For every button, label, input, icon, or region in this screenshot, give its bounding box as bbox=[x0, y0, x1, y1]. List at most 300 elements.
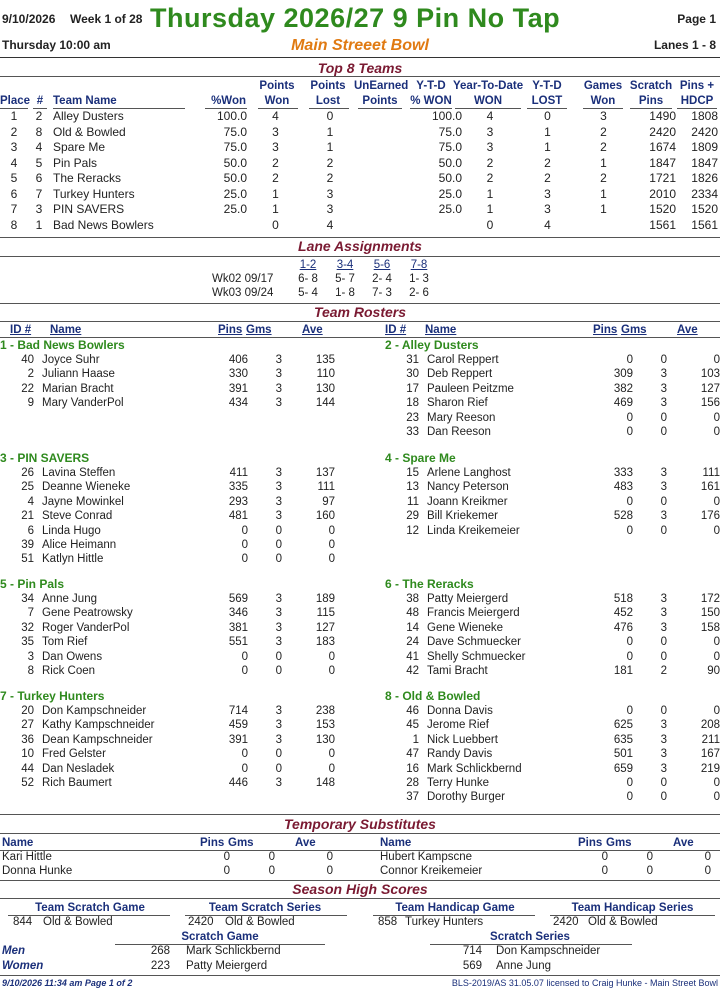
page-title: Thursday 2026/27 9 Pin No Tap bbox=[150, 3, 561, 33]
roster-row bbox=[0, 664, 335, 678]
player-name: Donna Davis bbox=[427, 705, 493, 717]
roster-col-id: ID # bbox=[385, 324, 407, 336]
player-name: Don Kampschneider bbox=[42, 705, 147, 717]
roster-table bbox=[385, 704, 720, 805]
player-games: 3 bbox=[275, 397, 282, 410]
player-id: 9 bbox=[27, 397, 34, 410]
player-pins: 333 bbox=[613, 467, 633, 479]
page-number: Page 1 bbox=[677, 12, 716, 26]
standings-lost: 2 bbox=[326, 155, 334, 170]
team-scratch-game-team: Old & Bowled bbox=[43, 916, 113, 928]
team-handicap-game-team: Turkey Hunters bbox=[405, 916, 484, 928]
col-pts-lost-2: Lost bbox=[315, 95, 341, 107]
roster-row bbox=[385, 466, 720, 480]
roster-row bbox=[0, 538, 335, 552]
standings-pct: 50.0 bbox=[223, 171, 247, 185]
col-place: Place bbox=[0, 95, 31, 107]
player-games: 0 bbox=[660, 705, 667, 717]
player-games: 3 bbox=[275, 705, 282, 717]
team-roster-title: 5 - Pin Pals bbox=[0, 577, 65, 591]
standings-ytd-lost: 2 bbox=[544, 155, 551, 170]
player-id: 52 bbox=[21, 777, 34, 790]
roster-row bbox=[0, 621, 335, 635]
player-pins: 0 bbox=[241, 650, 248, 663]
player-average: 0 bbox=[328, 762, 335, 775]
col-pts-won-2: Won bbox=[264, 95, 290, 107]
men-label: Men bbox=[2, 945, 25, 957]
standings-games: 3 bbox=[600, 109, 607, 123]
standings-games: 1 bbox=[600, 155, 607, 170]
player-id: 12 bbox=[406, 524, 419, 537]
standings-row bbox=[0, 187, 720, 203]
player-id: 23 bbox=[406, 411, 419, 424]
player-id: 26 bbox=[21, 467, 34, 479]
player-name: Lavina Steffen bbox=[42, 467, 116, 479]
player-average: 130 bbox=[315, 733, 335, 746]
player-average: 0 bbox=[328, 665, 335, 678]
player-name: Dorothy Burger bbox=[427, 791, 505, 804]
subs-col-gms: Gms bbox=[228, 837, 254, 849]
roster-col-name: Name bbox=[425, 324, 457, 336]
player-name: Tom Rief bbox=[42, 636, 88, 649]
player-name: Joyce Suhr bbox=[42, 354, 100, 366]
lane-pair-header: 1-2 bbox=[299, 259, 317, 271]
standings-team: Bad News Bowlers bbox=[53, 217, 154, 232]
player-id: 39 bbox=[21, 539, 34, 552]
lane-assignment: 5- 4 bbox=[298, 287, 318, 299]
standings-team: Turkey Hunters bbox=[53, 186, 135, 201]
player-games: 3 bbox=[660, 748, 667, 761]
roster-row bbox=[385, 650, 720, 664]
roster-row bbox=[0, 509, 335, 523]
sub-name: Kari Hittle bbox=[2, 851, 52, 863]
standings-ytd-lost: 1 bbox=[544, 140, 551, 154]
lane-assignment: 6- 8 bbox=[298, 273, 318, 285]
roster-row bbox=[0, 704, 335, 718]
roster-row bbox=[385, 367, 720, 381]
player-id: 41 bbox=[406, 650, 419, 663]
player-average: 176 bbox=[700, 510, 720, 523]
lane-pairs bbox=[0, 259, 720, 273]
roster-row bbox=[0, 524, 335, 538]
roster-header-left bbox=[0, 324, 360, 338]
player-average: 158 bbox=[700, 621, 720, 634]
player-pins: 0 bbox=[241, 553, 248, 566]
player-games: 0 bbox=[275, 539, 282, 552]
player-pins: 391 bbox=[228, 382, 248, 395]
player-name: Randy Davis bbox=[427, 748, 493, 761]
standings-team: Alley Dusters bbox=[53, 109, 124, 123]
player-name: Kathy Kampschneider bbox=[42, 719, 155, 732]
standings-won: 1 bbox=[272, 186, 279, 201]
player-name: Jerome Rief bbox=[427, 719, 489, 732]
report-date: 9/10/2026 bbox=[2, 12, 56, 26]
team-scratch-game-label: Team Scratch Game bbox=[35, 902, 145, 914]
standings-ytd-pct: 50.0 bbox=[438, 155, 462, 170]
player-average: 211 bbox=[701, 733, 720, 746]
player-average: 0 bbox=[713, 426, 720, 439]
player-id: 51 bbox=[21, 553, 34, 566]
men-series-score: 714 bbox=[462, 945, 482, 957]
player-games: 3 bbox=[275, 593, 282, 605]
roster-table bbox=[385, 592, 720, 678]
lane-week-label: Wk03 09/24 bbox=[212, 287, 274, 299]
player-average: 111 bbox=[702, 467, 720, 479]
player-pins: 551 bbox=[228, 636, 248, 649]
col-games-2: Won bbox=[590, 95, 616, 107]
player-id: 42 bbox=[406, 665, 419, 678]
team-roster-title: 1 - Bad News Bowlers bbox=[0, 338, 125, 352]
team-scratch-series-team: Old & Bowled bbox=[225, 916, 295, 928]
standings-num: 6 bbox=[35, 171, 43, 185]
col-team: Team Name bbox=[53, 95, 117, 107]
team-roster-title: 8 - Old & Bowled bbox=[385, 689, 481, 703]
player-pins: 446 bbox=[228, 777, 248, 790]
men-series-name: Don Kampschneider bbox=[496, 945, 601, 957]
standings-team: Pin Pals bbox=[53, 155, 98, 170]
lane-assignment: 1- 3 bbox=[409, 273, 429, 285]
player-name: Sharon Rief bbox=[427, 397, 488, 410]
lane-pair-header: 3-4 bbox=[336, 259, 354, 271]
player-games: 3 bbox=[275, 510, 282, 523]
player-average: 130 bbox=[315, 382, 335, 395]
roster-row bbox=[0, 650, 335, 664]
player-id: 40 bbox=[21, 354, 34, 366]
player-average: 208 bbox=[700, 719, 720, 732]
standings-hdcp: 2420 bbox=[691, 124, 718, 139]
roster-table bbox=[385, 353, 720, 439]
standings-ytd-lost: 4 bbox=[544, 217, 551, 232]
standings-unearned bbox=[356, 156, 410, 172]
standings-pct: 25.0 bbox=[223, 202, 247, 216]
player-pins: 0 bbox=[241, 539, 248, 552]
player-average: 189 bbox=[315, 593, 335, 605]
standings-ytd-pct: 75.0 bbox=[438, 124, 462, 139]
player-games: 0 bbox=[275, 762, 282, 775]
player-pins: 483 bbox=[613, 481, 633, 494]
player-name: Roger VanderPol bbox=[42, 621, 130, 634]
col-unearned-1: UnEarned bbox=[354, 80, 409, 92]
roster-row bbox=[0, 367, 335, 381]
roster-row bbox=[0, 353, 335, 367]
lane-assignment: 1- 8 bbox=[335, 287, 355, 299]
standings-ytd-won: 3 bbox=[486, 124, 494, 139]
player-average: 103 bbox=[700, 368, 720, 381]
roster-table bbox=[0, 353, 335, 411]
standings-num: 5 bbox=[35, 155, 43, 170]
player-games: 0 bbox=[275, 553, 282, 566]
standings-won: 1 bbox=[272, 202, 279, 216]
player-average: 0 bbox=[328, 539, 335, 552]
women-series-score: 569 bbox=[462, 960, 482, 972]
roster-row bbox=[385, 509, 720, 523]
team-roster-title: 4 - Spare Me bbox=[385, 451, 456, 465]
standings-row bbox=[0, 202, 720, 218]
standings-unearned bbox=[356, 140, 410, 156]
player-games: 3 bbox=[275, 719, 282, 732]
player-pins: 0 bbox=[626, 524, 633, 537]
subs-col-pins: Pins bbox=[578, 837, 603, 849]
team-roster bbox=[385, 338, 720, 439]
player-games: 3 bbox=[660, 762, 667, 775]
standings-games: 2 bbox=[600, 171, 607, 185]
player-name: Joann Kreikmer bbox=[427, 495, 508, 508]
player-name: Katlyn Hittle bbox=[42, 553, 104, 566]
standings-games: 1 bbox=[600, 202, 607, 216]
standings-hdcp: 1808 bbox=[691, 109, 718, 123]
team-roster bbox=[0, 338, 335, 411]
standings-won: 2 bbox=[272, 171, 279, 185]
women-game-score: 223 bbox=[150, 960, 170, 972]
col-pct: %Won bbox=[211, 95, 246, 107]
standings-scratch: 1520 bbox=[649, 202, 676, 216]
player-name: Rick Coen bbox=[42, 665, 96, 678]
team-scratch-series-score: 2420 bbox=[188, 916, 214, 928]
standings-lost: 1 bbox=[326, 140, 334, 154]
player-average: 97 bbox=[322, 495, 335, 508]
col-pts-won-1: Points bbox=[259, 80, 295, 92]
standings-games: 2 bbox=[600, 140, 607, 154]
player-average: 0 bbox=[713, 650, 720, 663]
player-id: 17 bbox=[406, 382, 419, 395]
women-series-name: Anne Jung bbox=[496, 960, 551, 972]
sub-pins: 0 bbox=[601, 851, 608, 863]
standings-lost: 4 bbox=[326, 217, 334, 232]
player-pins: 0 bbox=[626, 650, 633, 663]
standings-lost: 0 bbox=[326, 109, 334, 123]
player-average: 148 bbox=[315, 777, 335, 790]
roster-row bbox=[385, 411, 720, 425]
player-average: 156 bbox=[700, 397, 720, 410]
player-id: 18 bbox=[406, 397, 419, 410]
team-roster bbox=[385, 451, 720, 538]
player-average: 172 bbox=[700, 593, 720, 605]
standings-won: 3 bbox=[272, 140, 279, 154]
player-games: 0 bbox=[275, 524, 282, 537]
standings-place: 5 bbox=[10, 171, 18, 185]
player-pins: 569 bbox=[228, 593, 248, 605]
standings-ytd-lost: 2 bbox=[544, 171, 551, 185]
player-games: 0 bbox=[660, 636, 667, 649]
roster-row bbox=[385, 621, 720, 635]
roster-row bbox=[0, 480, 335, 494]
roster-row bbox=[385, 606, 720, 620]
standings-hdcp: 2334 bbox=[691, 186, 718, 201]
player-name: Bill Kriekemer bbox=[427, 510, 498, 523]
roster-row bbox=[0, 382, 335, 396]
player-id: 3 bbox=[27, 650, 34, 663]
standings-won: 0 bbox=[272, 217, 279, 232]
player-name: Marian Bracht bbox=[42, 382, 114, 395]
player-average: 167 bbox=[700, 748, 720, 761]
standings-scratch: 1490 bbox=[649, 109, 676, 123]
player-pins: 481 bbox=[228, 510, 248, 523]
player-name: Rich Baumert bbox=[42, 777, 112, 790]
player-pins: 0 bbox=[241, 524, 248, 537]
player-games: 3 bbox=[275, 382, 282, 395]
roster-col-id: ID # bbox=[10, 324, 32, 336]
standings-row bbox=[0, 156, 720, 172]
standings-lost: 2 bbox=[326, 171, 334, 185]
player-id: 10 bbox=[21, 748, 34, 761]
player-games: 0 bbox=[660, 791, 667, 804]
scratch-series-label: Scratch Series bbox=[490, 931, 570, 943]
standings-num: 7 bbox=[35, 186, 43, 201]
player-average: 0 bbox=[713, 636, 720, 649]
player-average: 111 bbox=[317, 481, 335, 494]
standings-ytd-won: 3 bbox=[486, 140, 494, 154]
player-id: 11 bbox=[407, 495, 419, 508]
standings-row bbox=[0, 218, 720, 234]
player-id: 20 bbox=[21, 705, 34, 717]
standings-team: Spare Me bbox=[53, 140, 106, 154]
player-average: 150 bbox=[700, 607, 720, 620]
footer-license: BLS-2019/AS 31.05.07 licensed to Craig Hunke - Main Street Bowl bbox=[451, 978, 718, 988]
standings-num: 3 bbox=[35, 202, 43, 216]
roster-col-pins: Pins bbox=[593, 324, 618, 336]
standings-pct bbox=[202, 218, 247, 234]
player-average: 153 bbox=[315, 719, 335, 732]
player-pins: 0 bbox=[626, 791, 633, 804]
player-games: 0 bbox=[275, 748, 282, 761]
sub-average: 0 bbox=[704, 865, 711, 877]
player-id: 21 bbox=[21, 510, 34, 523]
player-pins: 659 bbox=[613, 762, 633, 775]
standings-ytd-pct: 25.0 bbox=[438, 186, 462, 201]
player-average: 161 bbox=[700, 481, 720, 494]
player-id: 27 bbox=[21, 719, 34, 732]
roster-row bbox=[385, 425, 720, 439]
women-game-name: Patty Meiergerd bbox=[186, 960, 268, 972]
player-games: 3 bbox=[660, 481, 667, 494]
player-id: 22 bbox=[21, 382, 34, 395]
roster-table bbox=[0, 592, 335, 678]
player-id: 31 bbox=[406, 354, 419, 366]
player-pins: 518 bbox=[613, 593, 633, 605]
subs-col-ave: Ave bbox=[673, 837, 694, 849]
player-name: Dean Kampschneider bbox=[42, 733, 153, 746]
sub-games: 0 bbox=[268, 865, 275, 877]
roster-row bbox=[0, 466, 335, 480]
player-pins: 411 bbox=[229, 467, 248, 479]
standings-ytd-pct bbox=[410, 218, 462, 234]
col-scratch-1: Scratch bbox=[629, 80, 673, 92]
subs-title: Temporary Substitutes bbox=[284, 816, 436, 832]
lane-pair-header: 7-8 bbox=[410, 259, 428, 271]
standings-header bbox=[0, 80, 720, 110]
player-id: 7 bbox=[27, 607, 34, 620]
roster-col-name: Name bbox=[50, 324, 82, 336]
standings-ytd-won: 4 bbox=[486, 109, 494, 123]
player-id: 13 bbox=[406, 481, 419, 494]
player-name: Alice Heimann bbox=[42, 539, 117, 552]
player-games: 3 bbox=[275, 354, 282, 366]
standings-team: PIN SAVERS bbox=[53, 202, 125, 216]
player-name: Tami Bracht bbox=[427, 665, 488, 678]
player-games: 3 bbox=[660, 467, 667, 479]
standings-games: 2 bbox=[600, 124, 607, 139]
col-ytd-lost-1: Y-T-D bbox=[532, 80, 562, 92]
roster-row bbox=[0, 747, 335, 761]
player-name: Patty Meiergerd bbox=[427, 593, 509, 605]
player-average: 0 bbox=[713, 705, 720, 717]
lanes-label: Lanes 1 - 8 bbox=[653, 38, 716, 52]
standings-title: Top 8 Teams bbox=[317, 60, 403, 76]
standings-won: 3 bbox=[272, 124, 279, 139]
standings-unearned bbox=[356, 202, 410, 218]
lane-assignment: 2- 6 bbox=[409, 287, 429, 299]
player-pins: 434 bbox=[228, 397, 248, 410]
standings-ytd-pct: 25.0 bbox=[438, 202, 462, 216]
player-average: 0 bbox=[713, 524, 720, 537]
player-id: 38 bbox=[406, 593, 419, 605]
roster-row bbox=[385, 733, 720, 747]
subs-header-right bbox=[378, 837, 720, 851]
sub-pins: 0 bbox=[601, 865, 608, 877]
player-average: 135 bbox=[315, 354, 335, 366]
standings-unearned bbox=[356, 171, 410, 187]
roster-row bbox=[0, 495, 335, 509]
player-games: 0 bbox=[275, 665, 282, 678]
roster-row bbox=[385, 704, 720, 718]
player-name: Mary Reeson bbox=[427, 411, 496, 424]
player-id: 44 bbox=[21, 762, 34, 775]
player-games: 3 bbox=[660, 368, 667, 381]
player-pins: 346 bbox=[228, 607, 248, 620]
standings-scratch: 1847 bbox=[649, 155, 676, 170]
sub-games: 0 bbox=[268, 851, 275, 863]
sub-name: Hubert Kampscne bbox=[380, 851, 473, 863]
standings-ytd-pct: 100.0 bbox=[431, 109, 462, 123]
scratch-game-label: Scratch Game bbox=[181, 931, 259, 943]
standings-hdcp: 1809 bbox=[691, 140, 718, 154]
player-average: 0 bbox=[713, 495, 720, 508]
standings-scratch: 1561 bbox=[649, 217, 676, 232]
standings-table bbox=[0, 109, 720, 233]
player-name: Arlene Langhost bbox=[427, 467, 511, 479]
team-roster bbox=[385, 577, 720, 678]
roster-col-pins: Pins bbox=[218, 324, 243, 336]
player-name: Jayne Mowinkel bbox=[42, 495, 124, 508]
standings-ytd-lost: 3 bbox=[544, 186, 551, 201]
standings-pct: 100.0 bbox=[216, 109, 247, 123]
player-average: 238 bbox=[315, 705, 335, 717]
team-roster bbox=[0, 577, 335, 678]
team-handicap-game-score: 858 bbox=[378, 916, 398, 928]
player-name: Mary VanderPol bbox=[42, 397, 124, 410]
player-average: 115 bbox=[316, 607, 335, 620]
player-id: 2 bbox=[27, 368, 34, 381]
player-id: 1 bbox=[412, 733, 419, 746]
col-ytd-won-1: Year-To-Date bbox=[453, 80, 524, 92]
roster-row bbox=[385, 396, 720, 410]
roster-table bbox=[0, 466, 335, 567]
player-games: 3 bbox=[275, 733, 282, 746]
player-pins: 335 bbox=[228, 481, 248, 494]
roster-row bbox=[385, 382, 720, 396]
player-id: 25 bbox=[21, 481, 34, 494]
player-games: 3 bbox=[275, 495, 282, 508]
player-games: 0 bbox=[660, 354, 667, 366]
player-pins: 181 bbox=[613, 665, 633, 678]
lane-assignment: 7- 3 bbox=[372, 287, 392, 299]
player-pins: 714 bbox=[228, 705, 248, 717]
player-average: 0 bbox=[328, 650, 335, 663]
standings-unearned bbox=[356, 187, 410, 203]
sub-name: Donna Hunke bbox=[2, 865, 73, 877]
standings-hdcp: 1847 bbox=[691, 155, 718, 170]
team-handicap-series-team: Old & Bowled bbox=[588, 916, 658, 928]
